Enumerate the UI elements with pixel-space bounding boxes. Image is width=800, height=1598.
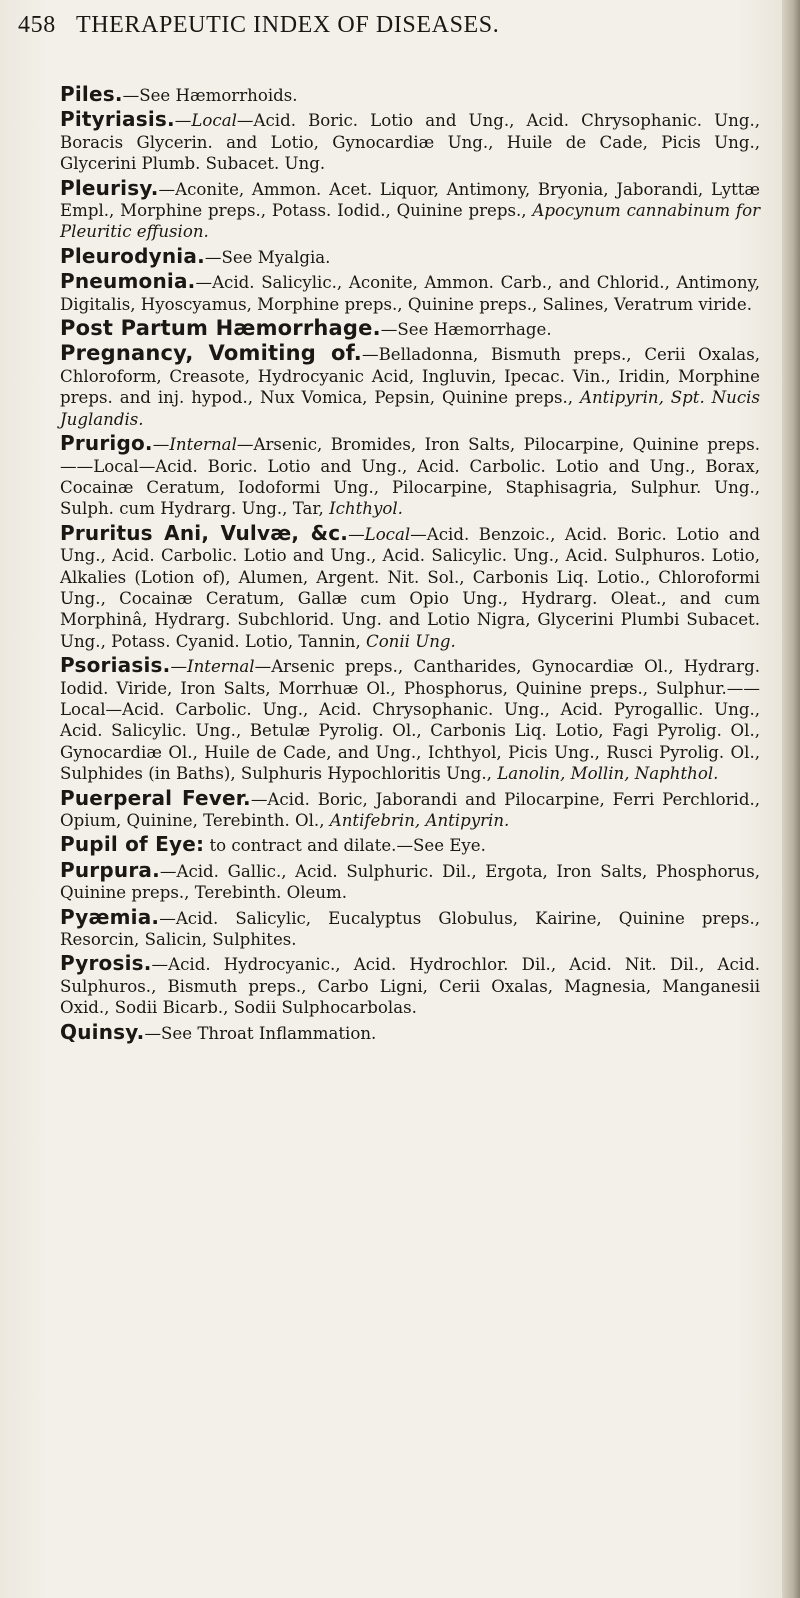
entry-pupil [60,834,760,856]
page-number: 458 [18,12,56,38]
entry-tail: Apocynum cannabinum for Pleuritic effusion. [60,201,760,242]
entry-tail: Conii Ung. [366,631,456,651]
entry-label: Internal— [187,657,272,677]
entry-body: Acid. Salicylic., Aconite, Ammon. Carb., and Chlorid., Antimony, Digitalis, Hyoscyamus, Morphine preps., Quinine preps., Salines, Veratrum viride. [60,273,760,314]
entry-term: Prurigo. [60,431,153,456]
entry-pityriasis: Pityriasis.—Local—Acid. Boric. Lotio and Ung., Acid. Chrysophanic. Ung., Boracis Glycerin. and Lotio, Gynocardiæ Ung., Huile de Cade, Picis Ung., Glycerini Plumb. Subacet. Ung. [60,107,760,174]
entry-body: See Hæmorrhoids. [139,86,298,105]
entry-body: to contract and dilate.—See Eye. [209,836,486,856]
entry-prurigo: Prurigo.—Internal—Arsenic, Bromides, Iron Salts, Pilocarpine, Quinine preps.——Local—Acid. Boric. Lotio and Ung., Acid. Carbolic. Lotio and Ung., Borax, Cocainæ Ceratum, Iodoformi Ung., Pilocarpine, Staphisagria, Sulphur. Ung., Sulph. cum Hydrarg. Ung., Tar, Ichthyol. [60,431,760,519]
entry-puerperal-fever: Puerperal Fever.—Acid. Boric, Jaborandi and Pilocarpine, Ferri Perchlorid., Opium, Quinine, Terebinth. Ol., Antifebrin, Antipyrin. [60,785,760,830]
entry-term: Purpura. [60,857,160,882]
entry-psoriasis: Psoriasis.—Internal—Arsenic preps., Cantharides, Gynocardiæ Ol., Hydrarg. Iodid. Viride, Iron Salts, Morrhuæ Ol., Phosphorus, Quinine preps., Sulphur.——Local—Acid. Carbolic. Ung., Acid. Chrysophanic. Ung., Acid. Pyrogallic. Ung., Acid. Salicylic. Ung., Betulæ Pyrolig. Ol., Carbonis Liq. Lotio, Fagi Pyrolig. Ol., Gynocardiæ Ol., Huile de Cade, and Ung., Ichthyol, Picis Ung., Rusci Pyrolig. Ol., Sulphides (in Baths), Sulphuris Hypochloritis Ung., Lanolin, Mollin, Naphthol. [60,653,760,784]
entry-body: Acid. Hydrocyanic., Acid. Hydrochlor. Dil., Acid. Nit. Dil., Acid. Sulphuros., Bismuth preps., Carbo Ligni, Cerii Oxalas, Magnesia, Manganesii Oxid., Sodii Bicarb., Sodii Sulphocarbolas. [60,955,760,1018]
entry-term: Pleurodynia. [60,243,205,268]
entry-term: Pruritus Ani, Vulvæ, &c. [60,520,349,545]
entry-term: Pupil of Eye: [60,832,205,857]
entry-purpura: Purpura.—Acid. Gallic., Acid. Sulphuric. Dil., Ergota, Iron Salts, Phosphorus, Quinine preps., Terebinth. Oleum. [60,857,760,903]
entry-term: Pleurisy. [60,175,159,200]
entry-body: Acid. Benzoic., Acid. Boric. Lotio and Ung., Acid. Carbolic. Lotio and Ung., Acid. Salicylic. Ung., Acid. Sulphuros. Lotio, Alkalies (Lotion of), Alumen, Argent. Nit. Sol., Carbonis Liq. Lotio., Chloroformi Ung., Cocainæ Ceratum, Gallæ cum Opio Ung., Hydrarg. Oleat., and cum Morphinâ, Hydrarg. Subchlorid. Ung. and Lotio Nigra, Glycerini Plumbi Subacet. Ung., Potass. Cyanid. Lotio, Tannin, [60,524,761,651]
entry-piles: Piles.—See Hæmorrhoids. [60,82,298,106]
index-entries [60,84,760,1047]
entry-pneumonia: Pneumonia.—Acid. Salicylic., Aconite, Ammon. Carb., and Chlorid., Antimony, Digitalis, Hyoscyamus, Morphine preps., Quinine preps., Salines, Veratrum viride. [60,269,760,314]
entry-body: Acid. Boric. Lotio and Ung., Acid. Chrysophanic. Ung., Boracis Glycerin. and Lotio, Gynocardiæ Ung., Huile de Cade, Picis Ung., Glycerini Plumb. Subacet. Ung. [60,111,760,174]
entry-pleurodynia: Pleurodynia.—See Myalgia. [60,243,331,268]
entry-tail: Antifebrin, Antipyrin. [329,811,510,830]
entry-body: Aconite, Ammon. Acet. Liquor, Antimony, Bryonia, Jaborandi, Lyttæ Empl., Morphine preps., Potass. Iodid., Quinine preps., [60,179,760,221]
running-title: THERAPEUTIC INDEX OF DISEASES. [75,12,500,38]
entry-body: Belladonna, Bismuth preps., Cerii Oxalas, Chloroform, Creasote, Hydrocyanic Acid, Ingluvin, Ipecac. Vin., Iridin, Morphine preps. and inj. hypod., Nux Vomica, Pepsin, Quinine preps., [60,345,760,408]
book-spine-edge [782,0,800,1598]
entry-label: Internal— [169,435,254,455]
entry-term: Puerperal Fever. [60,785,251,810]
entry-quinsy: Quinsy.—See Throat Inflammation. [60,1019,377,1044]
entry-term: Post Partum Hæmorrhage. [60,316,381,341]
entry-body: Acid. Gallic., Acid. Sulphuric. Dil., Ergota, Iron Salts, Phosphorus, Quinine preps., Terebinth. Oleum. [60,861,760,903]
entry-body: Arsenic preps., Cantharides, Gynocardiæ Ol., Hydrarg. Iodid. Viride, Iron Salts, Morrhuæ Ol., Phosphorus, Quinine preps., Sulphur.——Local—Acid. Carbolic. Ung., Acid. Chrysophanic. Ung., Acid. Pyrogallic. Ung., Acid. Salicylic. Ung., Betulæ Pyrolig. Ol., Carbonis Liq. Lotio, Fagi Pyrolig. Ol., Gynocardiæ Ol., Huile de Cade, and Ung., Ichthyol, Picis Ung., Rusci Pyrolig. Ol., Sulphides (in Baths), Sulphuris Hypochloritis Ung., [60,657,760,784]
entry-pyrosis: Pyrosis.—Acid. Hydrocyanic., Acid. Hydrochlor. Dil., Acid. Nit. Dil., Acid. Sulphuros., Bismuth preps., Carbo Ligni, Cerii Oxalas, Magnesia, Manganesii Oxid., Sodii Bicarb., Sodii Sulphocarbolas. [60,951,760,1018]
entry-term: Piles. [60,82,123,106]
entry-term: Pityriasis. [60,107,175,132]
entry-body: See Hæmorrhage. [397,320,552,340]
entry-pyaemia: Pyæmia.—Acid. Salicylic, Eucalyptus Globulus, Kairine, Quinine preps., Resorcin, Salicin, Sulphites. [60,904,760,950]
entry-tail: Ichthyol. [329,499,403,519]
entry-term: Pregnancy, Vomiting of. [60,341,362,366]
entry-label: Local— [364,524,427,544]
entry-post-partum: Post Partum Hæmorrhage.—See Hæmorrhage. [60,316,552,341]
entry-body: Acid. Salicylic, Eucalyptus Globulus, Kairine, Quinine preps., Resorcin, Salicin, Sulphites. [60,908,760,950]
page-header [18,12,758,39]
entry-body: See Throat Inflammation. [161,1023,377,1043]
entry-label: Local— [191,111,254,131]
entry-term: Pyrosis. [60,951,152,976]
entry-tail: Lanolin, Mollin, Naphthol. [497,764,719,784]
entry-tail: Antipyrin, Spt. Nucis Juglandis. [60,388,760,429]
entry-term: Quinsy. [60,1019,145,1044]
entry-term: Pneumonia. [60,269,196,294]
entry-body: See Myalgia. [221,247,331,267]
entry-body: Acid. Boric, Jaborandi and Pilocarpine, Ferri Perchlorid., Opium, Quinine, Terebinth. Ol., [60,789,760,830]
entry-pleurisy: Pleurisy.—Aconite, Ammon. Acet. Liquor, Antimony, Bryonia, Jaborandi, Lyttæ Empl., Morphine preps., Potass. Iodid., Quinine preps., Apocynum cannabinum for Pleuritic effusion. [60,175,760,242]
entry-term: Pyæmia. [60,904,160,929]
entry-term: Psoriasis. [60,653,171,678]
entry-pregnancy: Pregnancy, Vomiting of.—Belladonna, Bismuth preps., Cerii Oxalas, Chloroform, Creasote, Hydrocyanic Acid, Ingluvin, Ipecac. Vin., Iridin, Morphine preps. and inj. hypod., Nux Vomica, Pepsin, Quinine preps., Antipyrin, Spt. Nucis Juglandis. [60,341,760,429]
entry-pruritus: Pruritus Ani, Vulvæ, &c.—Local—Acid. Benzoic., Acid. Boric. Lotio and Ung., Acid. Carbolic. Lotio and Ung., Acid. Salicylic. Ung., Acid. Sulphuros. Lotio, Alkalies (Lotion of), Alumen, Argent. Nit. Sol., Carbonis Liq. Lotio., Chloroformi Ung., Cocainæ Ceratum, Gallæ cum Opio Ung., Hydrarg. Oleat., and cum Morphinâ, Hydrarg. Subchlorid. Ung. and Lotio Nigra, Glycerini Plumbi Subacet. Ung., Potass. Cyanid. Lotio, Tannin, Conii Ung. [60,520,761,651]
entry-body: Arsenic, Bromides, Iron Salts, Pilocarpine, Quinine preps.——Local—Acid. Boric. Lotio and Ung., Acid. Carbolic. Lotio and Ung., Borax, Cocainæ Ceratum, Iodoformi Ung., Pilocarpine, Staphisagria, Sulphur. Ung., Sulph. cum Hydrarg. Ung., Tar, [60,435,760,519]
